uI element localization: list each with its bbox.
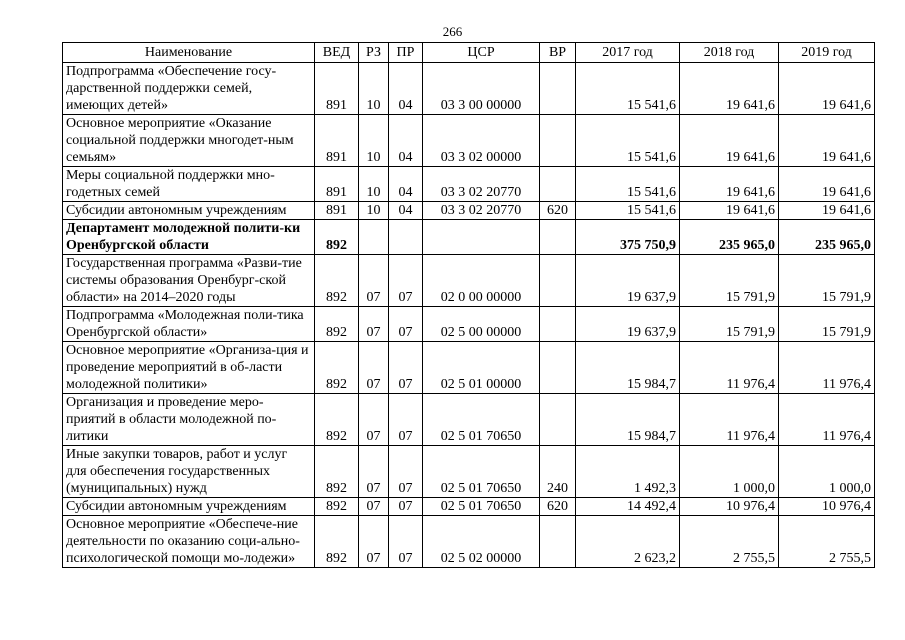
row-2019: 235 965,0 [779, 220, 875, 255]
budget-table [62, 42, 875, 568]
row-vr [540, 342, 576, 394]
row-ved: 891 [315, 167, 359, 202]
table-row [63, 115, 875, 167]
row-2017: 15 541,6 [576, 167, 680, 202]
row-csr: 03 3 02 00000 [423, 115, 540, 167]
row-2017: 1 492,3 [576, 446, 680, 498]
row-pr: 07 [389, 394, 423, 446]
row-name: Основное мероприятие «Организа-ция и проведение мероприятий в об-ласти молодежной политики» [63, 342, 315, 394]
row-ved: 891 [315, 63, 359, 115]
row-pr: 07 [389, 446, 423, 498]
row-2017: 15 541,6 [576, 115, 680, 167]
row-2017: 15 541,6 [576, 202, 680, 220]
row-ved: 891 [315, 202, 359, 220]
row-2018: 19 641,6 [680, 63, 779, 115]
table-header-row [63, 43, 875, 63]
row-pr: 07 [389, 255, 423, 307]
row-pr: 07 [389, 516, 423, 568]
header-2019: 2019 год [779, 43, 875, 63]
table-row [63, 220, 875, 255]
row-rz: 10 [359, 167, 389, 202]
row-ved: 892 [315, 255, 359, 307]
row-pr: 07 [389, 498, 423, 516]
row-rz: 07 [359, 394, 389, 446]
row-name: Меры социальной поддержки мно-годетных семей [63, 167, 315, 202]
row-vr: 620 [540, 498, 576, 516]
row-csr: 02 5 01 70650 [423, 394, 540, 446]
row-csr: 03 3 02 20770 [423, 167, 540, 202]
table-row [63, 202, 875, 220]
row-csr: 02 0 00 00000 [423, 255, 540, 307]
table-row [63, 255, 875, 307]
row-rz: 07 [359, 342, 389, 394]
page-number: 266 [442, 24, 463, 39]
table-body [63, 63, 875, 568]
row-2018: 19 641,6 [680, 167, 779, 202]
row-2017: 2 623,2 [576, 516, 680, 568]
row-2018: 15 791,9 [680, 255, 779, 307]
row-vr [540, 167, 576, 202]
row-vr [540, 255, 576, 307]
row-2019: 1 000,0 [779, 446, 875, 498]
row-2019: 15 791,9 [779, 307, 875, 342]
row-2019: 19 641,6 [779, 202, 875, 220]
row-vr [540, 307, 576, 342]
row-ved: 892 [315, 394, 359, 446]
row-rz: 07 [359, 516, 389, 568]
row-rz: 07 [359, 255, 389, 307]
row-pr: 04 [389, 63, 423, 115]
row-ved: 892 [315, 516, 359, 568]
row-2019: 10 976,4 [779, 498, 875, 516]
row-pr [389, 220, 423, 255]
row-pr: 04 [389, 115, 423, 167]
row-ved: 892 [315, 307, 359, 342]
row-name: Подпрограмма «Обеспечение госу-дарственной поддержки семей, имеющих детей» [63, 63, 315, 115]
row-2017: 15 541,6 [576, 63, 680, 115]
table-row [63, 498, 875, 516]
table-row [63, 63, 875, 115]
row-2018: 1 000,0 [680, 446, 779, 498]
row-csr [423, 220, 540, 255]
row-rz: 07 [359, 446, 389, 498]
row-2019: 15 791,9 [779, 255, 875, 307]
header-2018: 2018 год [680, 43, 779, 63]
row-csr: 03 3 02 20770 [423, 202, 540, 220]
row-2019: 19 641,6 [779, 167, 875, 202]
row-2019: 19 641,6 [779, 115, 875, 167]
row-csr: 02 5 00 00000 [423, 307, 540, 342]
row-rz: 10 [359, 63, 389, 115]
row-2019: 11 976,4 [779, 342, 875, 394]
row-2017: 375 750,9 [576, 220, 680, 255]
row-2018: 11 976,4 [680, 342, 779, 394]
row-2017: 19 637,9 [576, 307, 680, 342]
row-csr: 03 3 00 00000 [423, 63, 540, 115]
row-vr [540, 516, 576, 568]
row-name: Субсидии автономным учреждениям [63, 498, 315, 516]
row-rz [359, 220, 389, 255]
table-row [63, 342, 875, 394]
row-name: Организация и проведение меро-приятий в области молодежной по-литики [63, 394, 315, 446]
row-rz: 10 [359, 115, 389, 167]
row-2017: 14 492,4 [576, 498, 680, 516]
header-name: Наименование [63, 43, 315, 63]
table-row [63, 167, 875, 202]
row-vr [540, 63, 576, 115]
row-2019: 2 755,5 [779, 516, 875, 568]
header-csr: ЦСР [423, 43, 540, 63]
row-rz: 07 [359, 498, 389, 516]
row-ved: 891 [315, 115, 359, 167]
row-csr: 02 5 02 00000 [423, 516, 540, 568]
row-vr [540, 220, 576, 255]
header-rz: РЗ [359, 43, 389, 63]
row-ved: 892 [315, 342, 359, 394]
row-pr: 04 [389, 202, 423, 220]
row-2018: 19 641,6 [680, 202, 779, 220]
row-vr: 620 [540, 202, 576, 220]
row-name: Государственная программа «Разви-тие системы образования Оренбург-ской области» на 2014–2020 годы [63, 255, 315, 307]
row-2019: 11 976,4 [779, 394, 875, 446]
header-pr: ПР [389, 43, 423, 63]
row-2019: 19 641,6 [779, 63, 875, 115]
row-2018: 19 641,6 [680, 115, 779, 167]
row-vr: 240 [540, 446, 576, 498]
row-ved: 892 [315, 446, 359, 498]
table-row [63, 446, 875, 498]
row-2018: 235 965,0 [680, 220, 779, 255]
table-row [63, 394, 875, 446]
row-2018: 11 976,4 [680, 394, 779, 446]
row-rz: 10 [359, 202, 389, 220]
row-vr [540, 115, 576, 167]
header-2017: 2017 год [576, 43, 680, 63]
row-pr: 07 [389, 307, 423, 342]
row-csr: 02 5 01 70650 [423, 498, 540, 516]
row-2018: 2 755,5 [680, 516, 779, 568]
row-ved: 892 [315, 498, 359, 516]
row-pr: 07 [389, 342, 423, 394]
header-ved: ВЕД [315, 43, 359, 63]
row-csr: 02 5 01 00000 [423, 342, 540, 394]
row-2017: 15 984,7 [576, 394, 680, 446]
row-csr: 02 5 01 70650 [423, 446, 540, 498]
row-vr [540, 394, 576, 446]
row-name: Подпрограмма «Молодежная поли-тика Оренбургской области» [63, 307, 315, 342]
row-name: Департамент молодежной полити-ки Оренбургской области [63, 220, 315, 255]
row-2017: 19 637,9 [576, 255, 680, 307]
row-pr: 04 [389, 167, 423, 202]
row-name: Основное мероприятие «Оказание социальной поддержки многодет-ным семьям» [63, 115, 315, 167]
row-rz: 07 [359, 307, 389, 342]
row-2017: 15 984,7 [576, 342, 680, 394]
row-ved: 892 [315, 220, 359, 255]
header-vr: ВР [540, 43, 576, 63]
table-row [63, 307, 875, 342]
row-2018: 15 791,9 [680, 307, 779, 342]
row-name: Основное мероприятие «Обеспече-ние деятельности по оказанию соци-ально-психологической помощи мо-лодежи» [63, 516, 315, 568]
table-row [63, 516, 875, 568]
row-2018: 10 976,4 [680, 498, 779, 516]
row-name: Иные закупки товаров, работ и услуг для обеспечения государственных (муниципальных) нужд [63, 446, 315, 498]
row-name: Субсидии автономным учреждениям [63, 202, 315, 220]
